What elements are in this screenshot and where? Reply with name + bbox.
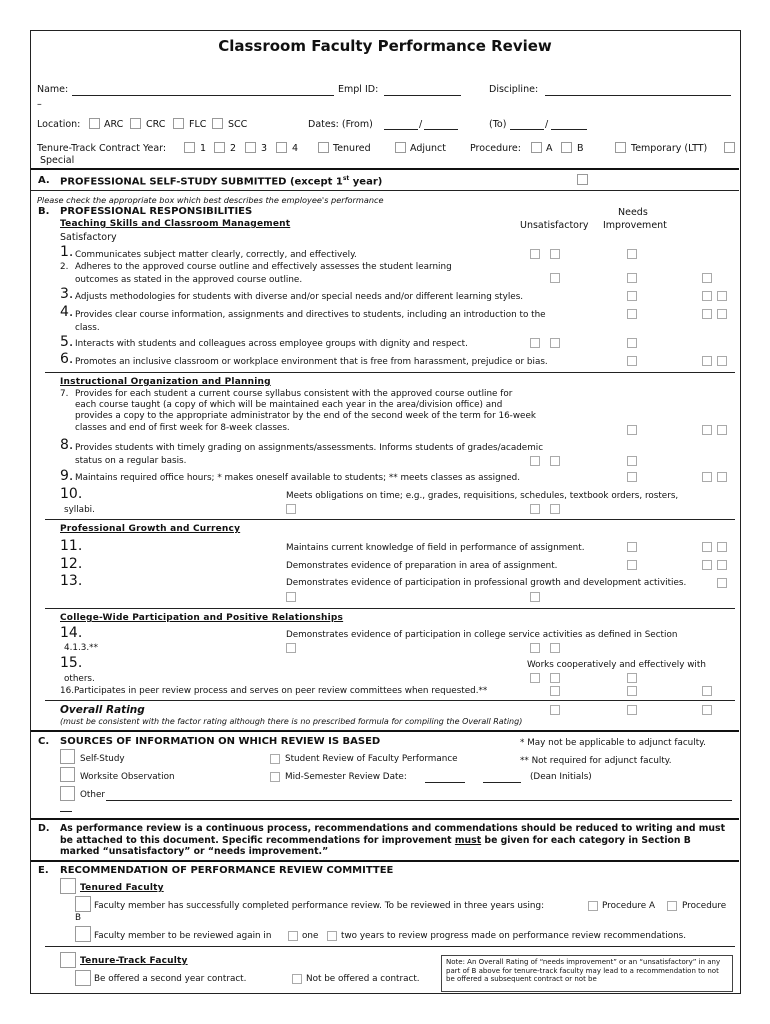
section-e-title: RECOMMENDATION OF PERFORMANCE REVIEW COMMITTEE	[60, 865, 394, 876]
item-15-unsatisfactory-b-checkbox[interactable]	[550, 673, 560, 683]
item-4-text-cont: class.	[75, 323, 100, 333]
teaching-skills-heading: Teaching Skills and Classroom Management	[60, 219, 291, 229]
second-year-contract-label: Be offered a second year contract.	[94, 974, 247, 984]
location-arc-checkbox[interactable]	[89, 118, 100, 129]
tenured-faculty-checkbox[interactable]	[60, 878, 76, 894]
item-8-unsatisfactory-checkbox[interactable]	[530, 456, 540, 466]
adjunct-label: Adjunct	[410, 143, 446, 154]
tenured-procedure-label: Procedure	[682, 901, 727, 911]
not-offered-contract-label: Not be offered a contract.	[306, 974, 420, 984]
item-6-satisfactory-checkbox[interactable]	[702, 356, 712, 366]
location-scc-label: SCC	[228, 119, 248, 130]
collegewide-rule	[45, 608, 735, 609]
overall-unsatisfactory-checkbox[interactable]	[550, 705, 560, 715]
section-d-line-1: As performance review is a continuous process, recommendations and commendations should be reduced to writing and must	[60, 823, 726, 834]
year-1-label: 1	[200, 143, 207, 154]
location-crc-label: CRC	[146, 119, 166, 130]
item-3-text: Adjusts methodologies for students with diverse and/or special needs and/or different learning styles.	[75, 292, 524, 302]
item-11-satisfactory-b-checkbox[interactable]	[717, 542, 727, 552]
item-10-number: 10.	[60, 486, 83, 502]
item-11-number: 11.	[60, 538, 83, 554]
tenured-procedure-a-checkbox[interactable]	[588, 901, 598, 911]
item-13-satisfactory-checkbox[interactable]	[717, 578, 727, 588]
review-again-text: Faculty member to be reviewed again in	[94, 931, 272, 941]
item-1-number: 1.	[60, 244, 74, 260]
item-9-number: 9.	[60, 468, 74, 484]
location-flc-checkbox[interactable]	[173, 118, 184, 129]
location-flc-label: FLC	[189, 119, 207, 130]
item-6-text: Promotes an inclusive classroom or workplace environment that is free from harassment, prejudice or bias.	[75, 357, 548, 367]
item-11-text: Maintains current knowledge of field in performance of assignment.	[286, 543, 585, 553]
item-1-unsatisfactory-checkbox[interactable]	[530, 249, 540, 259]
item-8-text: Provides students with timely grading on assignments/assessments. Informs students of grades/academic	[75, 443, 544, 453]
item-7-satisfactory-checkbox[interactable]	[702, 425, 712, 435]
item-7-line-3: provides a copy to the appropriate administrator by the end of the second week of the term for 16-week	[75, 411, 536, 421]
other-source-checkbox[interactable]	[60, 786, 75, 801]
location-label: Location:	[37, 119, 81, 130]
instructional-rule	[45, 372, 735, 373]
item-8-needs-improvement-checkbox[interactable]	[627, 456, 637, 466]
discipline-field[interactable]	[545, 95, 731, 96]
worksite-observation-checkbox[interactable]	[60, 767, 75, 782]
mid-semester-date-field[interactable]	[425, 782, 465, 783]
item-5-unsatisfactory-checkbox[interactable]	[530, 338, 540, 348]
tenure-track-rule	[45, 946, 735, 947]
item-15-text-cont: others.	[64, 674, 95, 684]
empl-id-label: Empl ID:	[338, 84, 379, 95]
item-16-needs-improvement-checkbox[interactable]	[627, 686, 637, 696]
item-8-text-cont: status on a regular basis.	[75, 456, 187, 466]
student-review-checkbox[interactable]	[270, 754, 280, 764]
self-study-source-label: Self-Study	[80, 754, 125, 764]
item-14-text-cont: 4.1.3.**	[64, 643, 98, 653]
temporary-label: Temporary (LTT)	[631, 143, 708, 154]
temporary-checkbox[interactable]	[615, 142, 626, 153]
item-7-line-2: each course taught (a copy of which will be maintained each year in the area/division office) and	[75, 400, 503, 410]
rating-instruction: Please check the appropriate box which best describes the employee's performance	[37, 195, 384, 205]
section-e-top-rule	[31, 860, 739, 862]
to-slash: /	[545, 119, 549, 130]
item-4-number: 4.	[60, 304, 74, 320]
adjunct-note-2: ** Not required for adjunct faculty.	[520, 756, 672, 766]
discipline-label: Discipline:	[489, 84, 539, 95]
item-3-satisfactory-checkbox[interactable]	[702, 291, 712, 301]
item-5-needs-improvement-checkbox[interactable]	[627, 338, 637, 348]
item-1-text: Communicates subject matter clearly, correctly, and effectively.	[75, 250, 357, 260]
location-crc-checkbox[interactable]	[130, 118, 141, 129]
item-14-unsatisfactory-b-checkbox[interactable]	[550, 643, 560, 653]
year-1-checkbox[interactable]	[184, 142, 195, 153]
item-10-unsatisfactory-checkbox[interactable]	[530, 504, 540, 514]
section-b-top-rule	[31, 190, 739, 191]
mid-semester-checkbox[interactable]	[270, 772, 280, 782]
tenure-track-heading: Tenure-Track Faculty	[80, 956, 188, 966]
tenured-faculty-heading: Tenured Faculty	[80, 883, 164, 893]
section-b-title: PROFESSIONAL RESPONSIBILITIES	[60, 206, 253, 217]
procedure-a-label: A	[546, 143, 553, 154]
year-4-checkbox[interactable]	[276, 142, 287, 153]
self-study-source-checkbox[interactable]	[60, 749, 75, 764]
overall-rating-note: (must be consistent with the factor rating although there is no prescribed formula for compiling the Overall Rating)	[60, 717, 523, 726]
student-review-label: Student Review of Faculty Performance	[285, 754, 458, 764]
section-b-letter: B.	[38, 206, 50, 217]
tenured-procedure-b-checkbox[interactable]	[667, 901, 677, 911]
dates-from-label: Dates: (From)	[308, 119, 373, 130]
item-16-unsatisfactory-checkbox[interactable]	[550, 686, 560, 696]
contract-year-label: Tenure-Track Contract Year:	[37, 143, 167, 154]
item-5-number: 5.	[60, 334, 74, 350]
overall-rating-note-box: Note: An Overall Rating of “needs improvement” or an “unsatisfactory” in any part of B above for tenure-track faculty may lead to a recommendation to not be offered a subsequent contract or not be	[441, 955, 733, 992]
item-12-number: 12.	[60, 556, 83, 572]
tenured-checkbox[interactable]	[318, 142, 329, 153]
item-6-needs-improvement-checkbox[interactable]	[627, 356, 637, 366]
column-satisfactory-label: Satisfactory	[60, 232, 117, 243]
item-2-needs-improvement-checkbox[interactable]	[627, 273, 637, 283]
year-4-label: 4	[292, 143, 299, 154]
procedure-b-checkbox[interactable]	[561, 142, 572, 153]
procedure-label: Procedure:	[470, 143, 521, 154]
section-d-letter: D.	[38, 823, 50, 834]
item-15-text: Works cooperatively and effectively with	[527, 660, 706, 670]
overall-satisfactory-checkbox[interactable]	[702, 705, 712, 715]
item-14-text: Demonstrates evidence of participation in college service activities as defined in Section	[286, 630, 678, 640]
item-14-unsatisfactory-checkbox[interactable]	[530, 643, 540, 653]
item-9-satisfactory-checkbox[interactable]	[702, 472, 712, 482]
item-7-needs-improvement-checkbox[interactable]	[627, 425, 637, 435]
item-16-satisfactory-checkbox[interactable]	[702, 686, 712, 696]
to-year-field[interactable]	[551, 129, 587, 130]
item-2-satisfactory-checkbox[interactable]	[702, 273, 712, 283]
section-c-title: SOURCES OF INFORMATION ON WHICH REVIEW IS BASED	[60, 736, 381, 747]
tenured-procedure-b-label: B	[75, 913, 82, 923]
section-e-letter: E.	[38, 865, 49, 876]
item-11-needs-improvement-checkbox[interactable]	[627, 542, 637, 552]
item-12-satisfactory-b-checkbox[interactable]	[717, 560, 727, 570]
procedure-a-checkbox[interactable]	[531, 142, 542, 153]
section-d-line-3: marked “unsatisfactory” or “needs improvement.”	[60, 846, 329, 857]
section-a-top-rule	[31, 168, 739, 170]
self-study-submitted-checkbox[interactable]	[577, 174, 588, 185]
item-4-text: Provides clear course information, assignments and directives to students, including an introduction to the	[75, 310, 546, 320]
from-slash: /	[419, 119, 423, 130]
item-12-satisfactory-checkbox[interactable]	[702, 560, 712, 570]
item-2-number: 2.	[60, 262, 69, 272]
mid-semester-label: Mid-Semester Review Date:	[285, 772, 407, 782]
dash-mark: –	[37, 99, 42, 110]
item-7-number: 7.	[60, 389, 69, 399]
review-one-year-label: one	[302, 931, 319, 941]
item-12-needs-improvement-checkbox[interactable]	[627, 560, 637, 570]
year-2-label: 2	[230, 143, 237, 154]
overall-rule	[45, 700, 735, 701]
instructional-heading: Instructional Organization and Planning	[60, 377, 271, 387]
worksite-observation-label: Worksite Observation	[80, 772, 175, 782]
item-5-text: Interacts with students and colleagues across employee groups with dignity and respect.	[75, 339, 468, 349]
section-c-top-rule	[31, 730, 739, 732]
section-d-line-2: be attached to this document. Specific recommendations for improvement must be given for each category in Section B	[60, 835, 691, 846]
name-label: Name:	[37, 84, 69, 95]
growth-heading: Professional Growth and Currency	[60, 524, 241, 534]
completed-review-text: Faculty member has successfully completed performance review. To be reviewed in three years using:	[94, 901, 545, 911]
item-7-line-4: classes and end of first week for 8-week classes.	[75, 423, 290, 433]
form-title: Classroom Faculty Performance Review	[218, 37, 552, 55]
column-unsatisfactory-label: Unsatisfactory	[520, 220, 589, 231]
completed-review-checkbox[interactable]	[75, 896, 91, 912]
special-label: Special	[40, 155, 75, 166]
collegewide-heading: College-Wide Participation and Positive Relationships	[60, 613, 344, 623]
special-checkbox[interactable]	[724, 142, 735, 153]
other-tick	[60, 811, 72, 812]
from-year-field[interactable]	[424, 129, 458, 130]
review-two-years-checkbox[interactable]	[327, 931, 337, 941]
item-10-unsatisfactory-b-checkbox[interactable]	[550, 504, 560, 514]
item-15-needs-improvement-checkbox[interactable]	[627, 673, 637, 683]
item-2-unsatisfactory-checkbox[interactable]	[550, 273, 560, 283]
other-source-field[interactable]	[106, 800, 732, 801]
item-2-text: Adheres to the approved course outline and effectively assesses the student learning	[75, 262, 452, 272]
item-14-number: 14.	[60, 625, 83, 641]
location-scc-checkbox[interactable]	[212, 118, 223, 129]
item-14-checkbox-a[interactable]	[286, 643, 296, 653]
item-8-number: 8.	[60, 437, 74, 453]
year-3-label: 3	[261, 143, 268, 154]
review-two-years-text: two years to review progress made on performance review recommendations.	[341, 931, 687, 941]
column-improvement-label: Improvement	[603, 220, 667, 231]
other-source-label: Other	[80, 790, 105, 800]
item-15-unsatisfactory-checkbox[interactable]	[530, 673, 540, 683]
item-15-number: 15.	[60, 655, 83, 671]
overall-needs-improvement-checkbox[interactable]	[627, 705, 637, 715]
overall-rating-title: Overall Rating	[60, 704, 145, 716]
dean-initials-label: (Dean Initials)	[530, 772, 592, 782]
item-7-line-1: Provides for each student a current course syllabus consistent with the approved course outline for	[75, 389, 513, 399]
year-3-checkbox[interactable]	[245, 142, 256, 153]
item-13-text: Demonstrates evidence of participation in professional growth and development activities.	[286, 578, 687, 588]
adjunct-checkbox[interactable]	[395, 142, 406, 153]
item-7-satisfactory-b-checkbox[interactable]	[717, 425, 727, 435]
review-again-checkbox[interactable]	[75, 926, 91, 942]
item-3-satisfactory-b-checkbox[interactable]	[717, 291, 727, 301]
item-12-text: Demonstrates evidence of preparation in area of assignment.	[286, 561, 558, 571]
item-4-satisfactory-checkbox[interactable]	[702, 309, 712, 319]
item-13-checkbox-a[interactable]	[286, 592, 296, 602]
year-2-checkbox[interactable]	[214, 142, 225, 153]
item-11-satisfactory-checkbox[interactable]	[702, 542, 712, 552]
item-13-number: 13.	[60, 573, 83, 589]
item-1-unsatisfactory-b-checkbox[interactable]	[550, 249, 560, 259]
review-one-year-checkbox[interactable]	[288, 931, 298, 941]
empl-id-field[interactable]	[384, 95, 461, 96]
item-9-satisfactory-b-checkbox[interactable]	[717, 472, 727, 482]
item-3-number: 3.	[60, 286, 74, 302]
second-year-contract-checkbox[interactable]	[75, 970, 91, 986]
item-13-unsatisfactory-checkbox[interactable]	[530, 592, 540, 602]
section-d-top-rule	[31, 818, 739, 820]
procedure-b-label: B	[577, 143, 584, 154]
dean-initials-field[interactable]	[483, 782, 521, 783]
section-c-letter: C.	[38, 736, 50, 747]
item-9-needs-improvement-checkbox[interactable]	[627, 472, 637, 482]
item-3-needs-improvement-checkbox[interactable]	[627, 291, 637, 301]
name-field[interactable]	[72, 95, 334, 96]
item-10-text: Meets obligations on time; e.g., grades, requisitions, schedules, textbook orders, rosters,	[286, 491, 679, 501]
item-5-unsatisfactory-b-checkbox[interactable]	[550, 338, 560, 348]
growth-rule	[45, 519, 735, 520]
item-1-needs-improvement-checkbox[interactable]	[627, 249, 637, 259]
tenured-procedure-a-label: Procedure A	[602, 901, 656, 911]
to-month-field[interactable]	[510, 129, 544, 130]
section-a-title: PROFESSIONAL SELF-STUDY SUBMITTED (except 1st year)	[60, 175, 383, 188]
from-month-field[interactable]	[384, 129, 418, 130]
adjunct-note-1: * May not be applicable to adjunct faculty.	[520, 738, 706, 748]
item-2-text-cont: outcomes as stated in the approved course outline.	[75, 275, 303, 285]
item-10-checkbox-a[interactable]	[286, 504, 296, 514]
item-9-text: Maintains required office hours; * makes oneself available to students; ** meets classes as assigned.	[75, 473, 521, 483]
item-10-text-cont: syllabi.	[64, 505, 95, 515]
not-offered-contract-checkbox[interactable]	[292, 974, 302, 984]
item-4-satisfactory-b-checkbox[interactable]	[717, 309, 727, 319]
item-6-satisfactory-b-checkbox[interactable]	[717, 356, 727, 366]
item-8-unsatisfactory-b-checkbox[interactable]	[550, 456, 560, 466]
section-a-letter: A.	[38, 175, 50, 186]
location-arc-label: ARC	[104, 119, 124, 130]
tenure-track-faculty-checkbox[interactable]	[60, 952, 76, 968]
item-16-text: 16.Participates in peer review process and serves on peer review committees when requested.**	[60, 686, 488, 696]
item-4-needs-improvement-checkbox[interactable]	[627, 309, 637, 319]
column-needs-label: Needs	[618, 207, 648, 218]
tenured-label: Tenured	[333, 143, 371, 154]
dates-to-label: (To)	[489, 119, 507, 130]
item-6-number: 6.	[60, 351, 74, 367]
